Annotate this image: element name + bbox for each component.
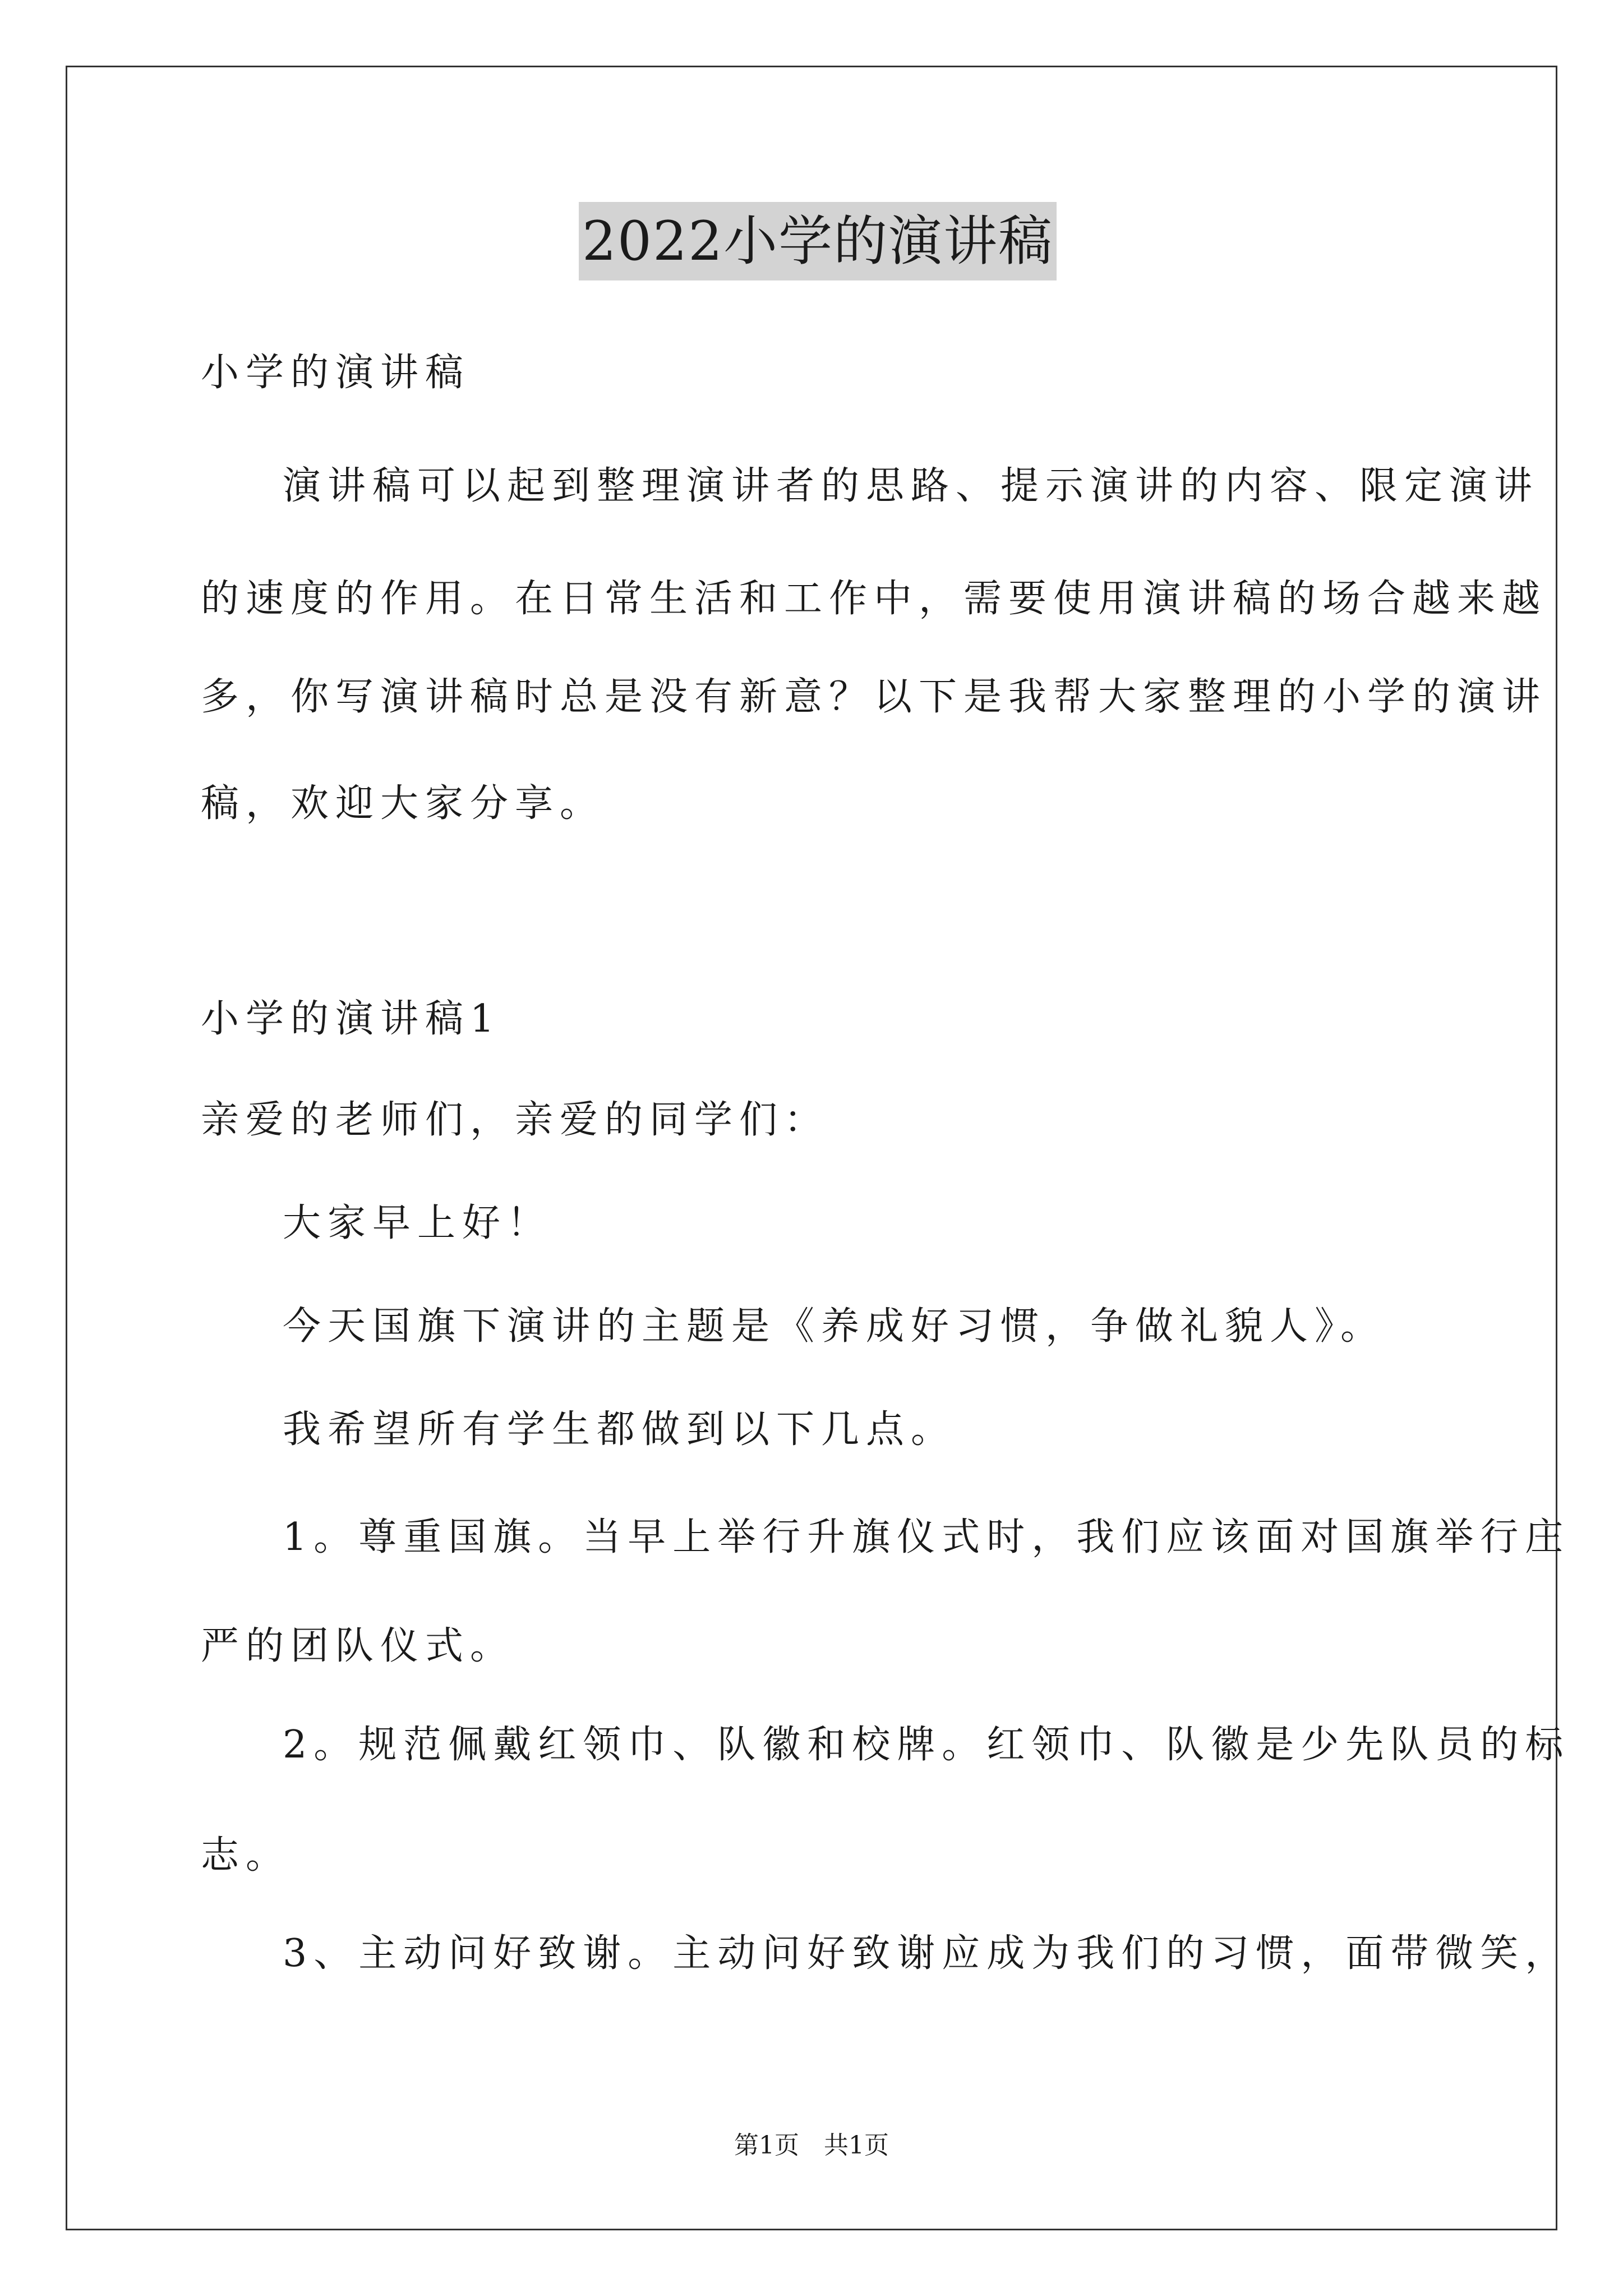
document-title: 2022小学的演讲稿 [579,202,1057,280]
paragraph-line: 多，你写演讲稿时总是没有新意？以下是我帮大家整理的小学的演讲 [201,675,1547,719]
paragraph-line: 我希望所有学生都做到以下几点。 [283,1407,956,1452]
paragraph-line: 的速度的作用。在日常生活和工作中，需要使用演讲稿的场合越来越 [201,577,1547,621]
paragraph-line: 稿，欢迎大家分享。 [201,781,605,826]
paragraph-line: 大家早上好！ [283,1201,552,1245]
page-footer: 第1页 共1页 [734,2131,889,2160]
paragraph-line: 今天国旗下演讲的主题是《养成好习惯，争做礼貌人》。 [283,1304,1386,1349]
paragraph-line: 1。尊重国旗。当早上举行升旗仪式时，我们应该面对国旗举行庄 [283,1515,1570,1559]
paragraph-line: 志。 [201,1833,291,1878]
paragraph-line: 严的团队仪式。 [201,1624,515,1668]
section-heading: 小学的演讲稿1 [201,997,501,1041]
paragraph-line: 3、主动问好致谢。主动问好致谢应成为我们的习惯，面带微笑， [283,1931,1570,1976]
subtitle: 小学的演讲稿 [201,351,471,395]
paragraph-line: 2。规范佩戴红领巾、队徽和校牌。红领巾、队徽是少先队员的标 [283,1723,1570,1767]
paragraph-line: 演讲稿可以起到整理演讲者的思路、提示演讲的内容、限定演讲 [283,464,1539,508]
salutation: 亲爱的老师们，亲爱的同学们： [201,1098,829,1142]
title-container [201,202,1435,280]
